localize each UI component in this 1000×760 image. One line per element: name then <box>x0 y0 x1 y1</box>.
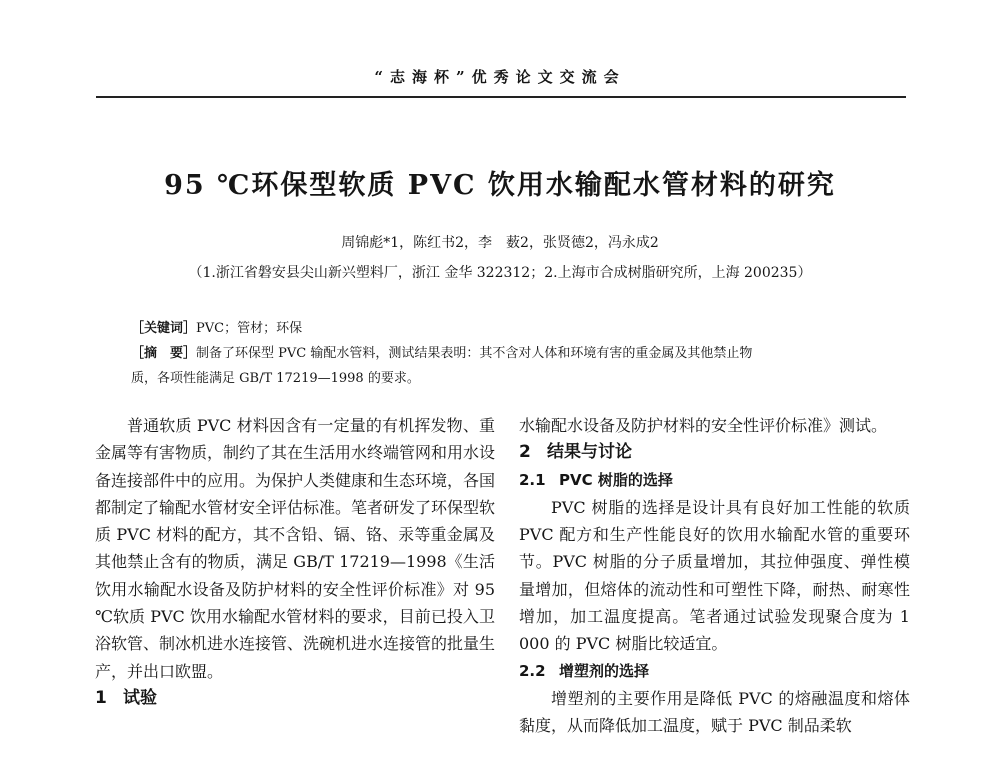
abstract-text-2: 质，各项性能满足 GB/T 17219—1998 的要求。 <box>131 371 420 386</box>
section-2-heading <box>519 439 910 466</box>
section-1-heading <box>95 685 495 712</box>
author-list: 周锦彪*1，陈红书2，李 薮2，张贤德2，冯永成2 <box>341 235 659 251</box>
continuation-line: 水输配水设备及防护材料的安全性评价标准》测试。 <box>519 416 888 435</box>
subsection-2-1-number: 2.1 <box>519 470 546 489</box>
intro-paragraph: 普通软质 PVC 材料因含有一定量的有机挥发物、重金属等有害物质，制约了其在生活用水终端管网和用水设备连接部件中的应用。为保护人类健康和生态环境，各国都制定了输配水管材安全评估标准。笔者研发了环保型软质 PVC 材料的配方，其不含铅、镉、铬、汞等重金属及其他禁止含有的物质，满足 GB/T 17219—1998《生活饮用水输配水设备及防护材料的安全性评价标准》对 95 ℃软质 PVC 饮用水输配水管材料的要求，目前已投入卫浴软管、制冰机进水连接管、洗碗机进水连接管的批量生产，并出口欧盟。 <box>95 416 496 681</box>
abstract-block <box>131 341 876 391</box>
abstract-line-1 <box>131 341 876 366</box>
keywords-text: PVC；管材；环保 <box>196 321 303 336</box>
subsection-2-2-title: 增塑剂的选择 <box>559 661 650 680</box>
right-column <box>519 412 910 740</box>
left-column <box>95 412 495 712</box>
running-header: “志海杯”优秀论文交流会 <box>374 68 626 86</box>
abstract-line-2 <box>131 366 876 391</box>
subsection-2-2-heading <box>519 658 910 685</box>
section-1-title: 试验 <box>123 687 157 708</box>
subsection-2-2-number: 2.2 <box>519 661 546 680</box>
subsection-2-2-paragraph: 增塑剂的主要作用是降低 PVC 的熔融温度和熔体黏度，从而降低加工温度，赋于 PVC 制品柔软 <box>519 688 910 736</box>
section-2-title: 结果与讨论 <box>547 442 632 463</box>
abstract-text-1: 制备了环保型 PVC 输配水管料，测试结果表明：其不含对人体和环境有害的重金属及其他禁止物 <box>196 346 753 361</box>
subsection-2-1-heading <box>519 467 910 494</box>
section-2-number: 2 <box>519 442 531 463</box>
author-affiliation: （1.浙江省磐安县尖山新兴塑料厂，浙江 金华 322312；2.上海市合成树脂研究所，上海 200235） <box>188 265 812 281</box>
subsection-2-1-paragraph: PVC 树脂的选择是设计具有良好加工性能的软质 PVC 配方和生产性能良好的饮用水输配水管的重要环节。PVC 树脂的分子质量增加，其拉伸强度、弹性模量增加，但熔体的流动性和可塑性下降，耐热、耐寒性增加，加工温度提高。笔者通过试验发现聚合度为 1 000 的 PVC 树脂比较适宜。 <box>519 497 910 654</box>
section-1-number: 1 <box>95 687 107 708</box>
article-title: 95 ℃环保型软质 PVC 饮用水输配水管材料的研究 <box>164 170 836 201</box>
abstract-label: ［摘 要］ <box>131 346 197 361</box>
keywords-label: ［关键词］ <box>131 321 197 336</box>
keywords-line <box>131 317 302 336</box>
header-rule <box>96 96 906 98</box>
subsection-2-1-title: PVC 树脂的选择 <box>559 470 673 489</box>
